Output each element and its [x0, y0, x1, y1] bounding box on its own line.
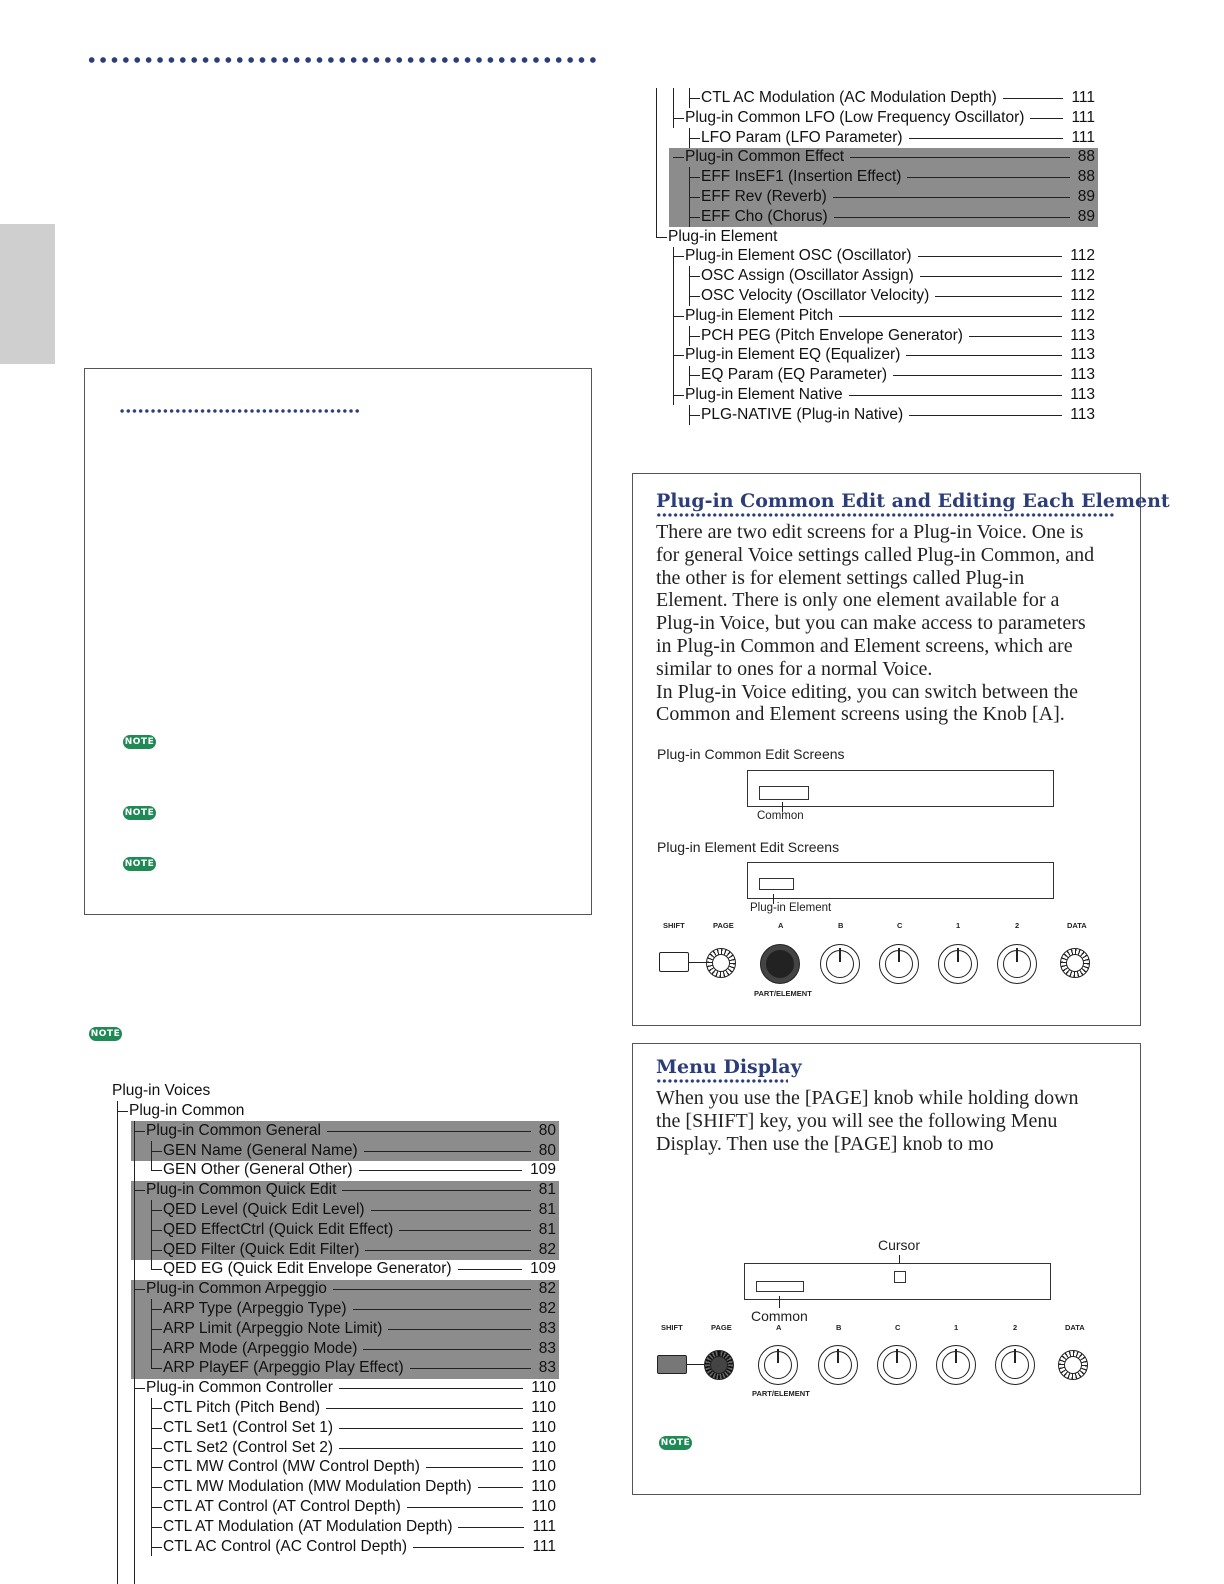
leader-line — [478, 1487, 523, 1488]
tree-row-label: Plug-in Element OSC (Oscillator) — [685, 247, 912, 265]
tree-connector — [134, 1388, 145, 1389]
common-tag: Common — [757, 810, 804, 822]
knob-a[interactable] — [758, 1345, 798, 1385]
tree-row-page: 88 — [1077, 148, 1095, 166]
tree-row — [685, 108, 1095, 128]
tree-row-label: OSC Assign (Oscillator Assign) — [701, 267, 914, 285]
note-icon: NOTE — [124, 737, 155, 747]
tree-connector — [673, 256, 684, 257]
tree-branch-line — [689, 366, 690, 386]
tree-row-label: GEN Other (General Other) — [163, 1161, 353, 1179]
tree-row — [163, 1537, 556, 1557]
tree-row — [129, 1101, 556, 1121]
page-label: PAGE — [711, 1323, 732, 1332]
tree-row-page: 110 — [531, 1418, 556, 1436]
element-tag: Plug-in Element — [750, 902, 832, 914]
tree-row-page: 89 — [1077, 188, 1095, 205]
body-line: In Plug-in Voice editing, you can switch between the — [656, 680, 1078, 703]
tree-row-label: Plug-in Common Controller — [146, 1379, 333, 1397]
tree-connector — [134, 1131, 145, 1132]
tree-connector — [151, 1527, 162, 1528]
tree-row-label: CTL Set1 (Control Set 1) — [163, 1418, 333, 1436]
tree-branch-line — [151, 1299, 152, 1369]
leader-line — [342, 1190, 531, 1191]
knob-1-label: 1 — [956, 921, 961, 930]
lcd-menu — [744, 1263, 1051, 1300]
tree-row-page: 112 — [1070, 267, 1095, 285]
knob-2-label: 2 — [1015, 921, 1020, 930]
tree-connector — [151, 1487, 162, 1488]
tree-row-label: EQ Param (EQ Parameter) — [701, 366, 888, 384]
tree-branch-line — [151, 1398, 152, 1556]
tree-row-page: 80 — [538, 1121, 556, 1139]
tree-row-label: OSC Velocity (Oscillator Velocity) — [701, 287, 930, 304]
tree-row — [701, 326, 1095, 346]
tree-row-label: Plug-in Common General — [146, 1121, 321, 1139]
tree-row-label: Plug-in Common Quick Edit — [146, 1181, 337, 1199]
knob-1[interactable] — [936, 1345, 976, 1385]
tree-row-page: 81 — [538, 1220, 556, 1238]
tree-row-label: Plug-in Element — [668, 227, 778, 245]
knob-c-label: C — [897, 921, 903, 930]
body-line: There are two edit screens for a Plug-in Voice. One is — [656, 521, 1084, 543]
lcd-element — [747, 862, 1054, 899]
knob-b-label: B — [838, 921, 844, 930]
leader-line — [906, 355, 1062, 356]
tree-row — [163, 1160, 556, 1180]
tree-row-page: 112 — [1070, 306, 1095, 324]
knob-1-label: 1 — [954, 1323, 959, 1332]
leader-line — [935, 296, 1062, 297]
tree-row-label: EFF Cho (Chorus) — [701, 207, 828, 225]
tree-row — [163, 1358, 556, 1378]
tree-row — [163, 1259, 556, 1279]
tree-connector — [151, 1210, 162, 1211]
tree-row-label: CTL MW Control (MW Control Depth) — [163, 1458, 420, 1476]
tree-row — [163, 1299, 556, 1319]
tree-connector — [673, 118, 684, 119]
tree-row — [163, 1398, 556, 1418]
tree-row-page: 82 — [538, 1300, 556, 1317]
tree-row-page: 112 — [1070, 247, 1095, 265]
tree-root — [112, 1081, 412, 1101]
body-line: the other is for element settings called Plug-in — [656, 566, 1025, 589]
chapter-tab — [0, 224, 55, 364]
tree-row — [701, 167, 1095, 187]
leader-line — [909, 138, 1063, 139]
leader-line — [333, 1289, 531, 1290]
body-line: Display. Then use the [PAGE] knob to mo — [656, 1132, 994, 1155]
tree-row — [163, 1438, 556, 1458]
tree-row-page: 110 — [531, 1379, 556, 1397]
leader-line — [426, 1467, 523, 1468]
tree-row — [163, 1517, 556, 1537]
leader-line — [353, 1309, 531, 1310]
tree-connector — [151, 1170, 162, 1171]
edit-panel-title: Plug-in Common Edit and Editing Each Element — [656, 490, 1170, 512]
leader-line — [371, 1210, 531, 1211]
tree-row — [701, 207, 1095, 227]
tree-row — [146, 1279, 556, 1299]
leader-line — [969, 336, 1062, 337]
knob-b[interactable] — [818, 1345, 858, 1385]
part-element-label: PART/ELEMENT — [754, 989, 812, 998]
tree-connector — [117, 1111, 128, 1112]
tree-row-page: 83 — [538, 1359, 556, 1377]
knob-a-label: A — [776, 1323, 782, 1332]
data-knob[interactable] — [1058, 1350, 1088, 1380]
body-line: Common and Element screens using the Knob [A]. — [656, 703, 1065, 726]
tree-row-label: CTL AC Modulation (AC Modulation Depth) — [701, 89, 997, 106]
tree-connector — [134, 1289, 145, 1290]
knob-2[interactable] — [997, 944, 1037, 984]
tree-row-label: Plug-in Element Native — [685, 386, 843, 403]
tree-row — [146, 1121, 556, 1141]
tree-row-label: ARP Limit (Arpeggio Note Limit) — [163, 1319, 383, 1337]
tree-row-label: QED Filter (Quick Edit Filter) — [163, 1240, 360, 1258]
tree-row-label: CTL Pitch (Pitch Bend) — [163, 1399, 321, 1416]
body-line: Plug-in Voice, but you can make access to parameters — [656, 612, 1086, 635]
tree-row-page: 113 — [1070, 346, 1095, 364]
leader-line — [364, 1151, 531, 1152]
tree-row-page: 110 — [531, 1458, 556, 1476]
tree-row — [685, 246, 1095, 266]
leader-line — [833, 197, 1070, 198]
tree-row — [701, 128, 1095, 148]
menu-panel-title-dots — [656, 1078, 788, 1084]
leader-line — [834, 217, 1070, 218]
tree-connector — [689, 217, 700, 218]
tree-branch-line — [689, 128, 690, 148]
tree-connector — [151, 1329, 162, 1330]
leader-line — [339, 1428, 523, 1429]
knob-2-label: 2 — [1013, 1323, 1018, 1332]
tree-row-label: QED EffectCtrl (Quick Edit Effect) — [163, 1220, 394, 1238]
note-icon: NOTE — [660, 1438, 691, 1448]
leader-line — [1030, 118, 1063, 119]
leader-line — [363, 1349, 531, 1350]
menu-panel — [632, 1043, 1141, 1495]
tree-connector — [673, 355, 684, 356]
leader-line — [920, 276, 1062, 277]
tree-row — [701, 405, 1095, 425]
tree-row-label: PLG-NATIVE (Plug-in Native) — [701, 405, 904, 423]
tree-branch-line — [689, 88, 690, 108]
tree-row-page: 109 — [530, 1260, 556, 1278]
leader-line — [359, 1170, 522, 1171]
tree-row-label: EFF InsEF1 (Insertion Effect) — [701, 168, 902, 186]
tree-root-label: Plug-in Voices — [112, 1082, 211, 1099]
data-label: DATA — [1067, 921, 1087, 930]
tree-row-page: 113 — [1070, 326, 1095, 344]
tree-row — [163, 1418, 556, 1438]
leader-line — [458, 1527, 524, 1528]
tree-branch-line — [689, 326, 690, 346]
tree-row-label: Plug-in Common — [129, 1102, 245, 1119]
tree-row-page: 110 — [531, 1438, 556, 1456]
tree-connector — [689, 177, 700, 178]
tree-row — [146, 1180, 556, 1200]
tree-row — [701, 88, 1095, 108]
note-icon: NOTE — [124, 808, 155, 818]
tree-connector — [151, 1250, 162, 1251]
knob-b[interactable] — [820, 944, 860, 984]
edit-panel-body — [656, 521, 1094, 726]
tree-row-page: 110 — [531, 1498, 556, 1515]
tree-row-label: Plug-in Common LFO (Low Frequency Oscillator) — [685, 108, 1025, 126]
tree-branch-line — [151, 1141, 152, 1171]
tree-connector — [689, 296, 700, 297]
tree-row — [701, 266, 1095, 286]
lcd-cursor — [894, 1271, 906, 1283]
knob-c[interactable] — [877, 1345, 917, 1385]
tree-row — [163, 1319, 556, 1339]
tree-row — [685, 306, 1095, 326]
tree-row — [163, 1339, 556, 1359]
tree-row — [685, 385, 1095, 405]
leader-line — [850, 157, 1070, 158]
tree-row — [701, 286, 1095, 306]
common-tag: Common — [751, 1308, 808, 1324]
tree-row-label: GEN Name (General Name) — [163, 1141, 358, 1159]
tree-row-label: ARP Type (Arpeggio Type) — [163, 1300, 347, 1317]
tree-row-label: EFF Rev (Reverb) — [701, 188, 827, 205]
tree-row-page: 89 — [1077, 207, 1095, 225]
shift-button[interactable] — [659, 952, 689, 972]
tree-row — [701, 365, 1095, 385]
menu-panel-body — [656, 1087, 1079, 1155]
lcd-element-tab — [759, 878, 794, 890]
tree-row — [163, 1141, 556, 1161]
knob-a-label: A — [778, 921, 784, 930]
tree-branch-line — [673, 88, 674, 128]
tree-row — [163, 1200, 556, 1220]
tree-row — [163, 1497, 556, 1517]
tree-connector — [656, 237, 667, 238]
tree-row — [163, 1457, 556, 1477]
tree-connector — [151, 1507, 162, 1508]
tree-row — [685, 147, 1095, 167]
note-box — [84, 368, 592, 915]
tree-row-page: 110 — [531, 1399, 556, 1416]
tree-row-page: 111 — [1071, 128, 1095, 146]
tree-row-page: 81 — [538, 1181, 556, 1199]
leader-line — [918, 256, 1062, 257]
tree-row-page: 88 — [1077, 168, 1095, 186]
tree-row-page: 113 — [1070, 405, 1095, 423]
leader-line — [849, 395, 1062, 396]
leader-line — [365, 1250, 531, 1251]
tree-row — [163, 1240, 556, 1260]
tree-row — [668, 227, 1095, 247]
tree-row-page: 112 — [1070, 287, 1095, 304]
tree-connector — [673, 157, 684, 158]
tree-row-page: 111 — [532, 1517, 556, 1535]
element-screens-label: Plug-in Element Edit Screens — [657, 839, 840, 855]
lcd-menu-tab — [756, 1281, 804, 1292]
tree-row-label: QED Level (Quick Edit Level) — [163, 1201, 365, 1218]
lcd-common-tab — [759, 786, 809, 800]
tree-row-label: ARP PlayEF (Arpeggio Play Effect) — [163, 1359, 404, 1377]
knob-a[interactable] — [760, 944, 800, 984]
page-knob[interactable] — [704, 1350, 734, 1380]
tree-row-page: 83 — [538, 1339, 556, 1357]
tree-row-label: ARP Mode (Arpeggio Mode) — [163, 1339, 358, 1357]
tree-branch-line — [117, 1101, 118, 1584]
leader-line — [413, 1547, 524, 1548]
tree-connector — [689, 138, 700, 139]
note-icon: NOTE — [90, 1029, 121, 1039]
tree-connector — [673, 395, 684, 396]
tree-row-label: Plug-in Common Arpeggio — [146, 1280, 327, 1298]
tree-row-label: CTL Set2 (Control Set 2) — [163, 1438, 333, 1456]
tree-connector — [151, 1151, 162, 1152]
edit-panel-title-dots — [656, 512, 1114, 518]
leader-line — [326, 1408, 523, 1409]
tree-row — [146, 1378, 556, 1398]
tree-branch-line — [151, 1200, 152, 1270]
tree-row-label: PCH PEG (Pitch Envelope Generator) — [701, 326, 963, 344]
leader-line — [388, 1329, 531, 1330]
leader-line — [907, 177, 1070, 178]
tree-connector — [151, 1269, 162, 1270]
tree-branch-line — [689, 167, 690, 227]
body-line: similar to ones for a normal Voice. — [656, 657, 933, 680]
tree-connector — [689, 336, 700, 337]
tree-row-page: 111 — [532, 1537, 556, 1555]
data-label: DATA — [1065, 1323, 1085, 1332]
knob-2[interactable] — [995, 1345, 1035, 1385]
tree-connector — [151, 1428, 162, 1429]
tree-branch-line — [134, 1121, 135, 1584]
page-label: PAGE — [713, 921, 734, 930]
leader-line — [410, 1368, 531, 1369]
tree-connector — [689, 276, 700, 277]
tree-row-label: LFO Param (LFO Parameter) — [701, 128, 903, 146]
note-box-dot-rule — [119, 408, 359, 414]
tree-branch-line — [689, 405, 690, 425]
tree-row-page: 111 — [1071, 89, 1095, 106]
body-line: Element. There is only one element available for a — [656, 589, 1060, 612]
tree-connector — [673, 316, 684, 317]
tree-row-label: CTL AT Modulation (AT Modulation Depth) — [163, 1517, 453, 1535]
tree-row-page: 82 — [538, 1240, 556, 1258]
leader-line — [839, 316, 1062, 317]
tree-row — [685, 345, 1095, 365]
tree-row-label: Plug-in Element Pitch — [685, 306, 834, 324]
tree-row — [163, 1220, 556, 1240]
tree-connector — [151, 1349, 162, 1350]
tree-row-page: 81 — [538, 1201, 556, 1218]
tree-connector — [689, 197, 700, 198]
tree-connector — [151, 1230, 162, 1231]
tree-connector — [134, 1190, 145, 1191]
leader-line — [339, 1448, 523, 1449]
callout-line — [779, 1296, 780, 1308]
leader-line — [407, 1507, 523, 1508]
tree-row — [163, 1477, 556, 1497]
tree-row-label: Plug-in Common Effect — [685, 148, 845, 166]
body-line: When you use the [PAGE] knob while holding down — [656, 1087, 1079, 1109]
header-dot-rule — [86, 56, 596, 64]
tree-connector — [151, 1467, 162, 1468]
tree-row-label: CTL AC Control (AC Control Depth) — [163, 1537, 408, 1555]
tree-row-label: QED EG (Quick Edit Envelope Generator) — [163, 1260, 452, 1278]
knob-1[interactable] — [938, 944, 978, 984]
tree-branch-line — [656, 88, 657, 237]
tree-row-label: Plug-in Element EQ (Equalizer) — [685, 346, 901, 364]
tree-connector — [689, 415, 700, 416]
tree-row-page: 83 — [538, 1319, 556, 1337]
leader-line — [399, 1230, 531, 1231]
lcd-common — [747, 770, 1054, 807]
knob-b-label: B — [836, 1323, 842, 1332]
leader-line — [893, 375, 1062, 376]
tree-connector — [151, 1309, 162, 1310]
body-line: the [SHIFT] key, you will see the following Menu — [656, 1109, 1058, 1132]
edit-panel — [632, 473, 1170, 1026]
leader-line — [327, 1131, 531, 1132]
tree-row-page: 111 — [1071, 108, 1095, 126]
knob-c-label: C — [895, 1323, 901, 1332]
knob-c[interactable] — [879, 944, 919, 984]
tree-branch-line — [689, 266, 690, 306]
tree-row-page: 80 — [538, 1141, 556, 1159]
tree-connector — [689, 375, 700, 376]
tree-connector — [151, 1408, 162, 1409]
tree-row-page: 113 — [1070, 386, 1095, 403]
tree-row-label: CTL MW Modulation (MW Modulation Depth) — [163, 1478, 472, 1496]
common-screens-label: Plug-in Common Edit Screens — [657, 746, 845, 762]
shift-label: SHIFT — [663, 921, 685, 930]
tree-row-page: 82 — [538, 1280, 556, 1298]
shift-label: SHIFT — [661, 1323, 683, 1332]
data-knob[interactable] — [1060, 948, 1090, 978]
part-element-label: PART/ELEMENT — [752, 1389, 810, 1398]
menu-panel-title: Menu Display — [656, 1056, 802, 1078]
tree-connector — [151, 1368, 162, 1369]
tree-connector — [151, 1448, 162, 1449]
page-knob[interactable] — [706, 948, 736, 978]
tree-row-page: 109 — [530, 1161, 556, 1179]
tree-row — [701, 187, 1095, 207]
shift-button[interactable] — [657, 1355, 687, 1374]
tree-row-label: CTL AT Control (AT Control Depth) — [163, 1498, 401, 1515]
tree-connector — [151, 1547, 162, 1548]
body-line: in Plug-in Common and Element screens, which are — [656, 634, 1073, 657]
leader-line — [1003, 98, 1063, 99]
tree-branch-line — [673, 247, 674, 405]
tree-connector — [689, 98, 700, 99]
leader-line — [909, 415, 1062, 416]
body-line: for general Voice settings called Plug-in Common, and — [656, 543, 1095, 566]
leader-line — [458, 1269, 522, 1270]
tree-row-page: 110 — [531, 1478, 556, 1496]
note-icon: NOTE — [124, 859, 155, 869]
tree-row-page: 113 — [1070, 366, 1095, 384]
cursor-label: Cursor — [878, 1237, 921, 1253]
leader-line — [339, 1388, 523, 1389]
